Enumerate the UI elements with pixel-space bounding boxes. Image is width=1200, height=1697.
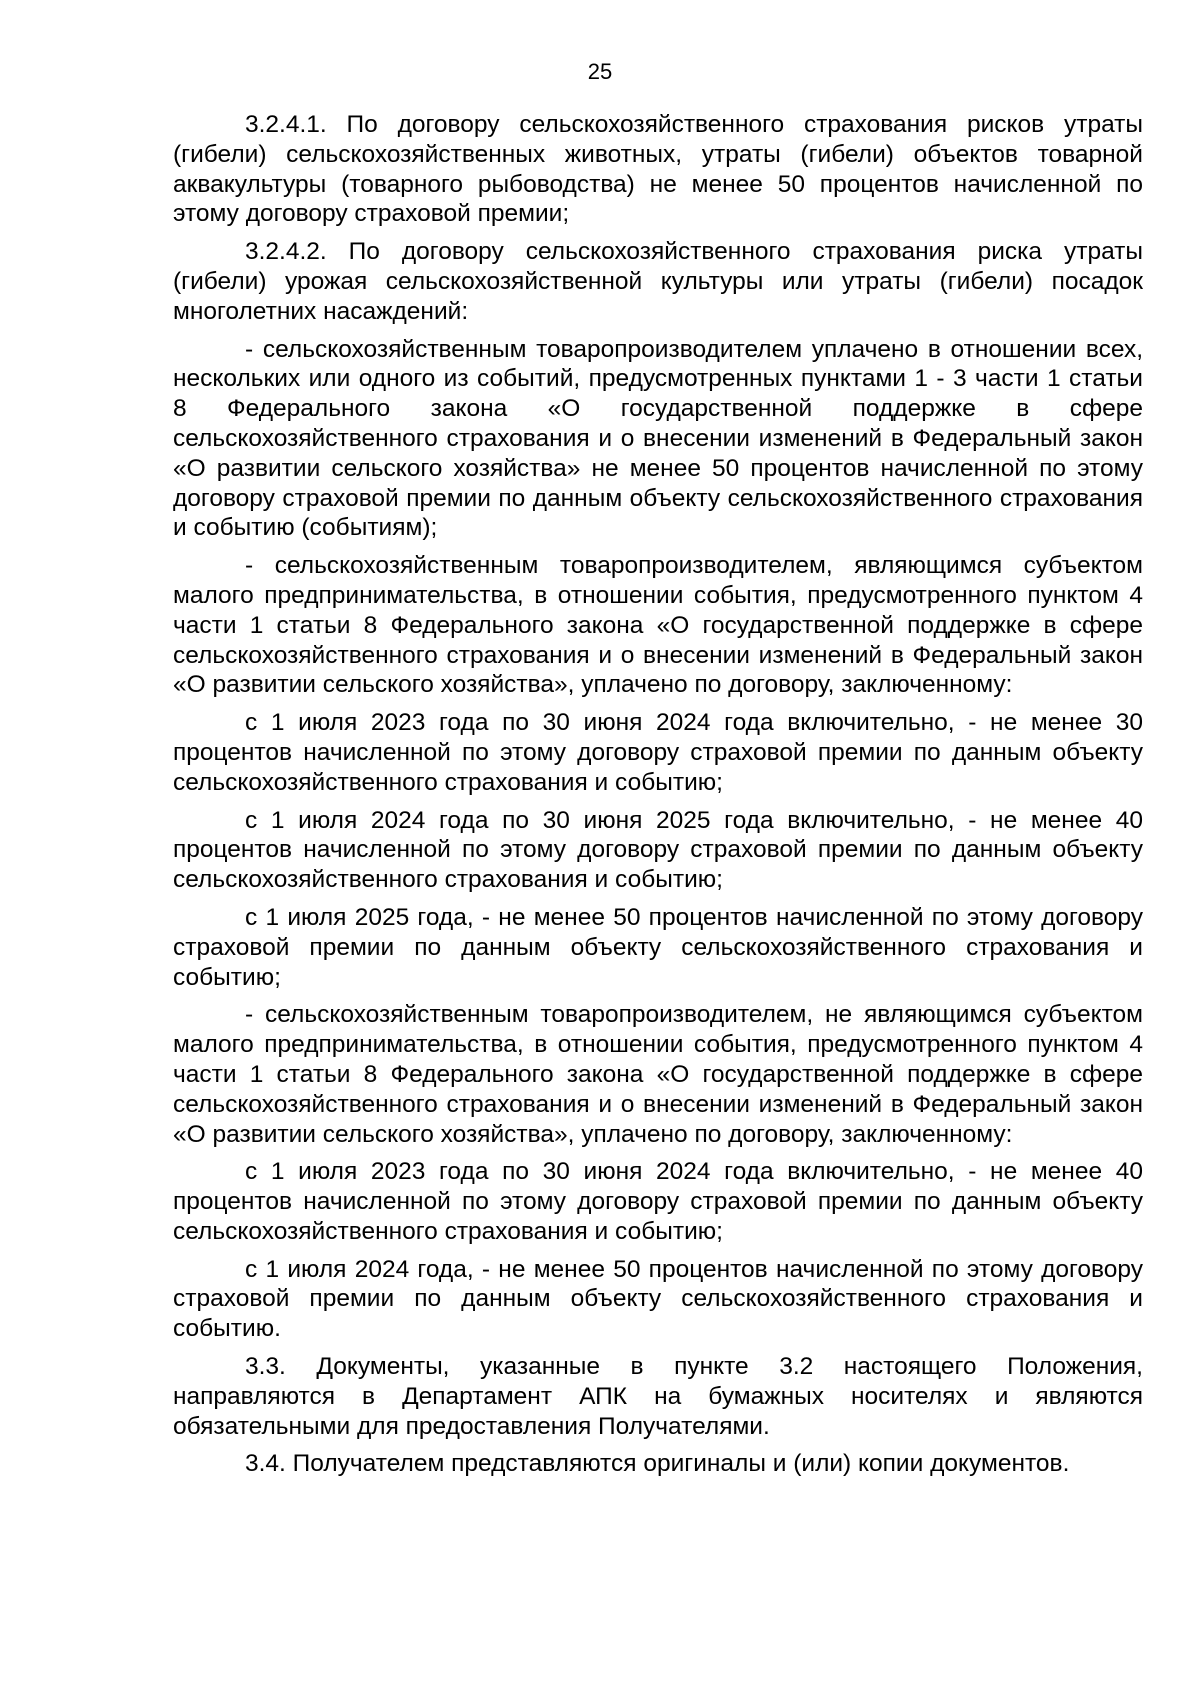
paragraph-item-not-small-business: - сельскохозяйственным товаропроизводителем, не являющимся субъектом малого предпринимательства, в отношении события, предусмотренного пунктом 4 части 1 статьи 8 Федерального закона «О государственной поддержке в сфере сельскохозяйственного страхования и о внесении изменений в Федеральный закон «О развитии сельского хозяйства», уплачено по договору, заключенному:: [173, 1001, 1143, 1148]
paragraph-3-3: 3.3. Документы, указанные в пункте 3.2 настоящего Положения, направляются в Департамент АПК на бумажных носителях и являются обязательными для предоставления Получателями.: [173, 1353, 1143, 1440]
paragraph-3-2-4-2: 3.2.4.2. По договору сельскохозяйственного страхования риска утраты (гибели) урожая сельскохозяйственной культуры или утраты (гибели) посадок многолетних насаждений:: [173, 238, 1143, 325]
paragraph-item-events-1-3: - сельскохозяйственным товаропроизводителем уплачено в отношении всех, нескольких или одного из событий, предусмотренных пунктами 1 - 3 части 1 статьи 8 Федерального закона «О государственной поддержке в сфере сельскохозяйственного страхования и о внесении изменений в Федеральный закон «О развитии сельского хозяйства» не менее 50 процентов начисленной по этому договору страховой премии по данным объекту сельскохозяйственного страхования и событию (событиям);: [173, 335, 1143, 542]
paragraph-small-business-2025: с 1 июля 2025 года, - не менее 50 процентов начисленной по этому договору страховой премии по данным объекту сельскохозяйственного страхования и событию;: [173, 903, 1143, 991]
paragraph-small-business-2023: с 1 июля 2023 года по 30 июня 2024 года включительно, - не менее 30 процентов начисленной по этому договору страховой премии по данным объекту сельскохозяйственного страхования и событию;: [173, 709, 1143, 796]
paragraph-3-4: 3.4. Получателем представляются оригиналы и (или) копии документов.: [245, 1450, 1070, 1478]
paragraph-not-small-business-2023: с 1 июля 2023 года по 30 июня 2024 года включительно, - не менее 40 процентов начисленной по этому договору страховой премии по данным объекту сельскохозяйственного страхования и событию;: [173, 1158, 1143, 1245]
paragraph-item-small-business: - сельскохозяйственным товаропроизводителем, являющимся субъектом малого предпринимательства, в отношении события, предусмотренного пунктом 4 части 1 статьи 8 Федерального закона «О государственной поддержке в сфере сельскохозяйственного страхования и о внесении изменений в Федеральный закон «О развитии сельского хозяйства», уплачено по договору, заключенному:: [173, 552, 1143, 699]
paragraph-3-2-4-1: 3.2.4.1. По договору сельскохозяйственного страхования рисков утраты (гибели) сельскохозяйственных животных, утраты (гибели) объектов товарной аквакультуры (товарного рыбоводства) не менее 50 процентов начисленной по этому договору страховой премии;: [173, 111, 1143, 228]
page-number: 25: [587, 59, 613, 84]
paragraph-small-business-2024: с 1 июля 2024 года по 30 июня 2025 года включительно, - не менее 40 процентов начисленной по этому договору страховой премии по данным объекту сельскохозяйственного страхования и событию;: [173, 806, 1143, 894]
document-body: [173, 110, 1143, 1487]
paragraph-not-small-business-2024: с 1 июля 2024 года, - не менее 50 процентов начисленной по этому договору страховой премии по данным объекту сельскохозяйственного страхования и событию.: [173, 1255, 1143, 1343]
